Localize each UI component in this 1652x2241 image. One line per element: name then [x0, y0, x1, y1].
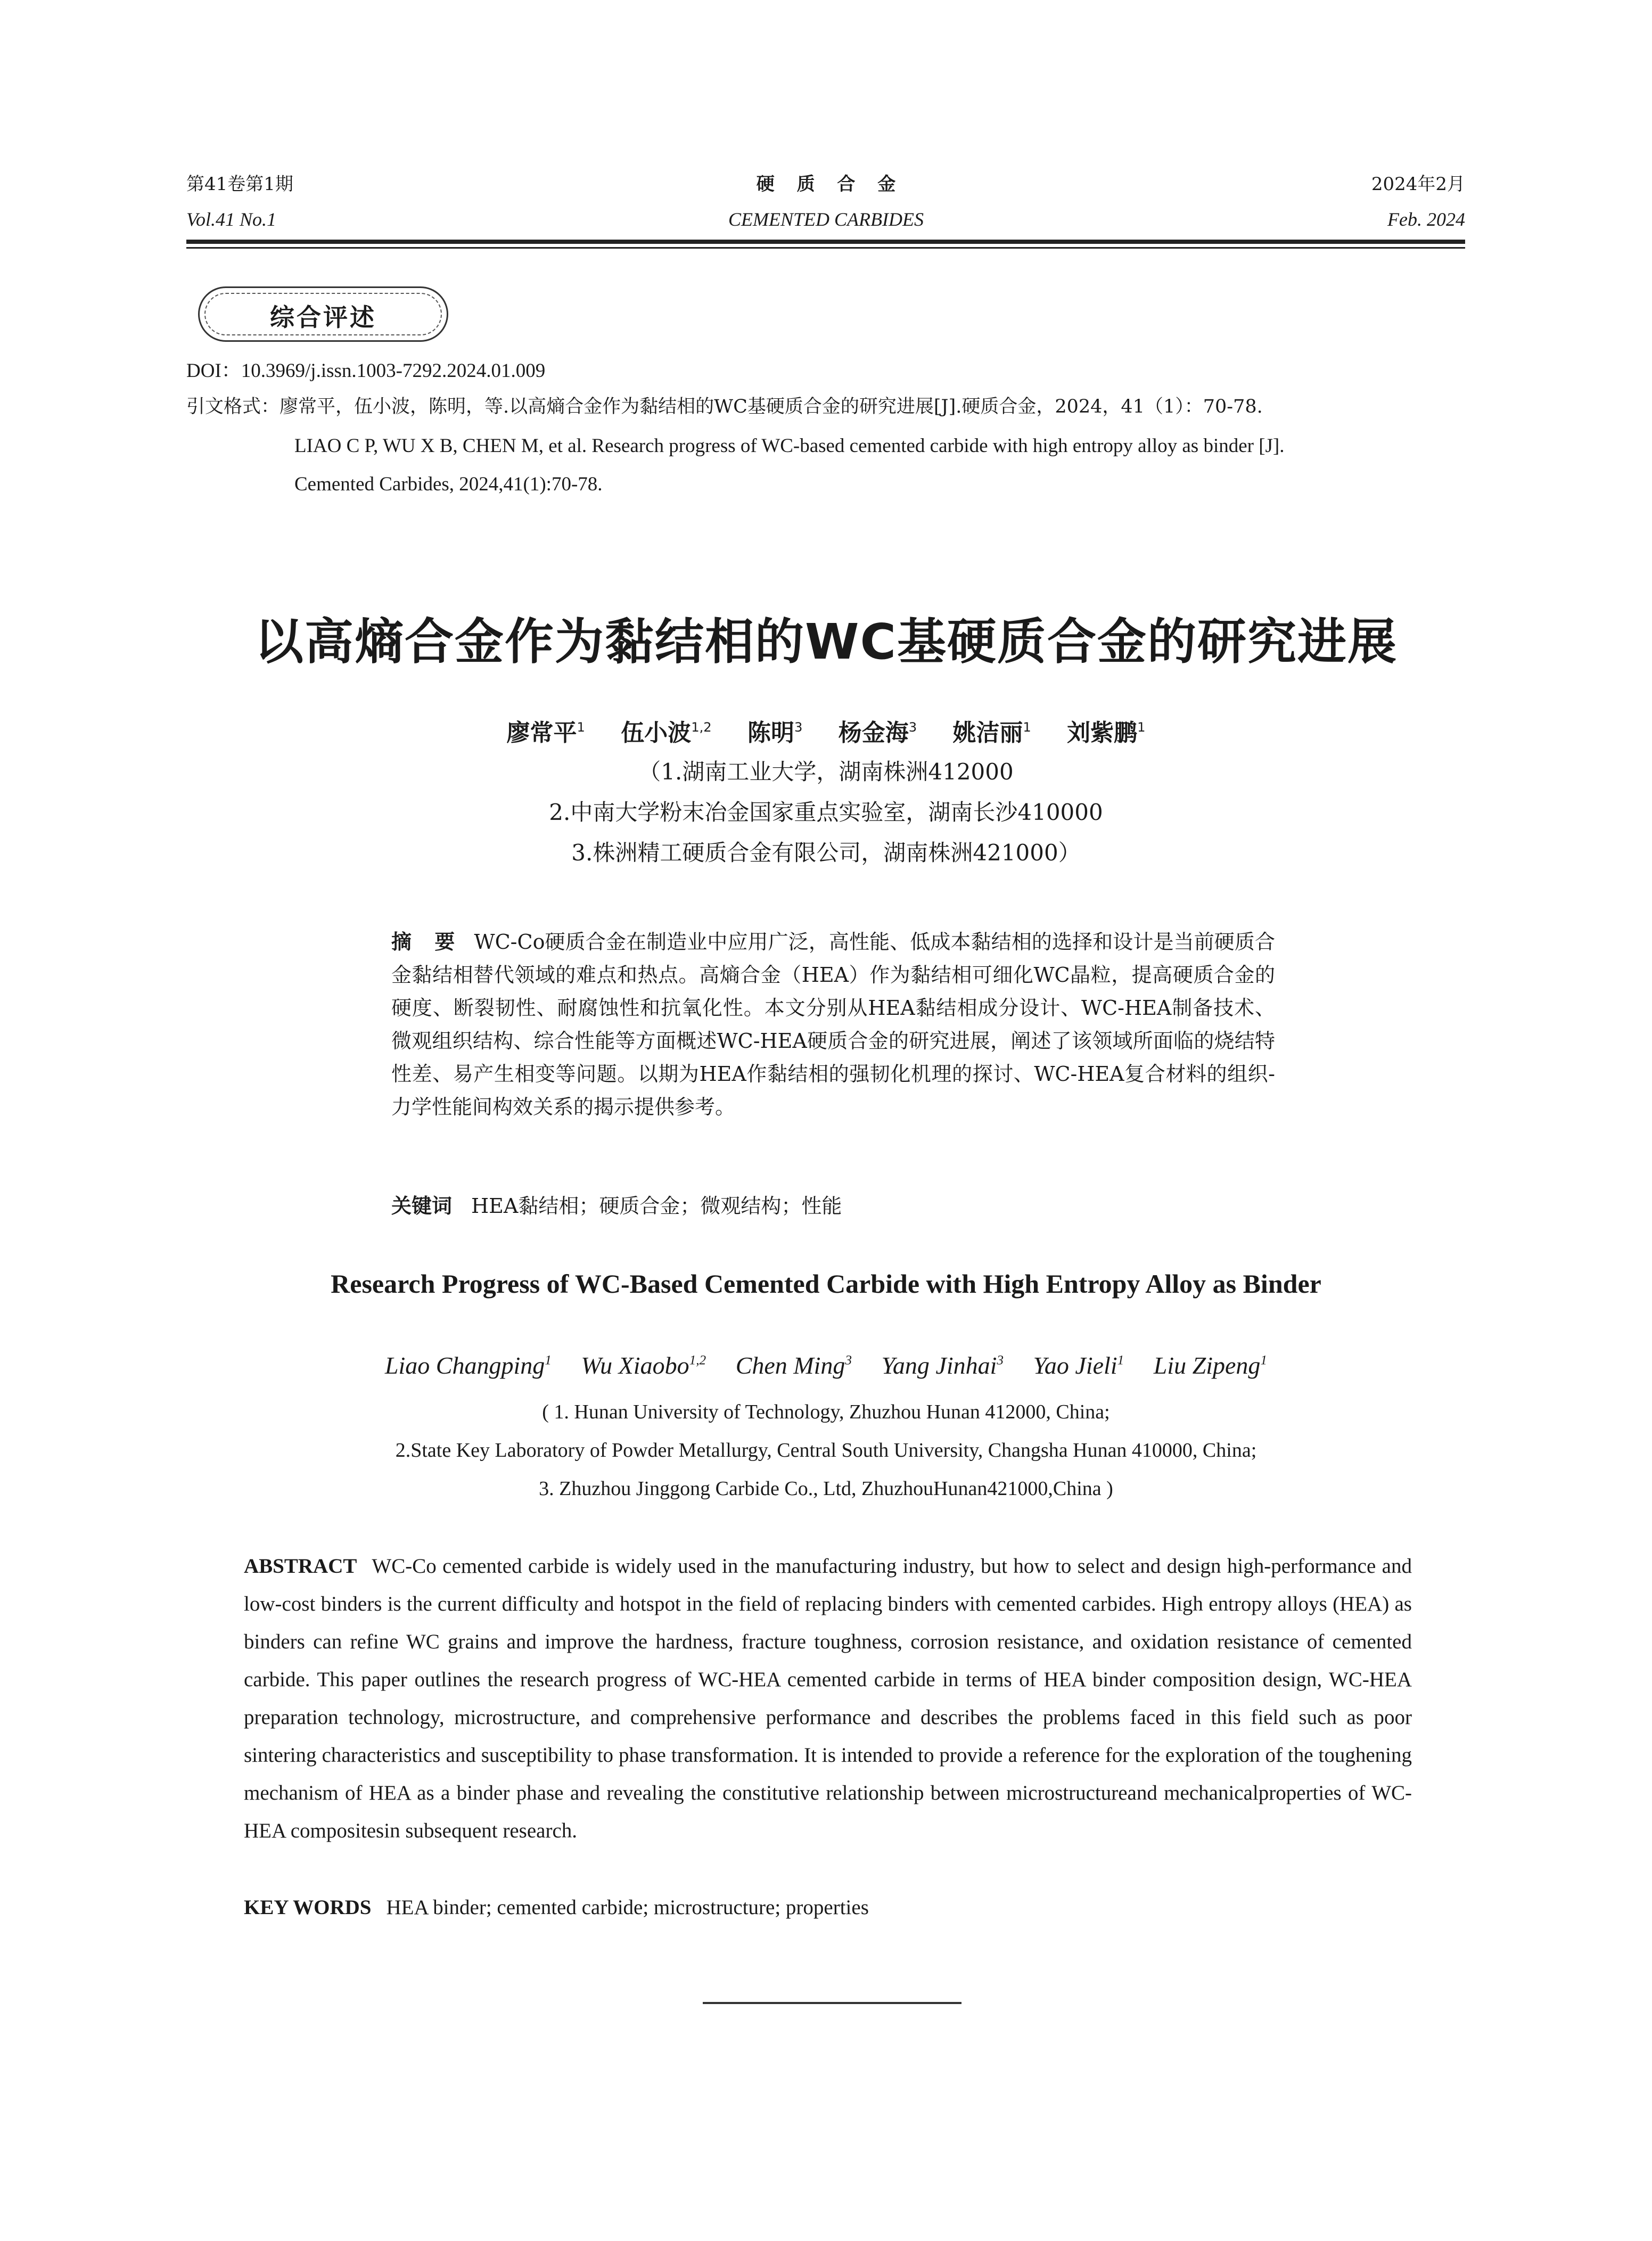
author-cn: 刘紫鹏$^1$ [1067, 719, 1146, 746]
affiliation-cn-2: 2.中南大学粉末冶金国家重点实验室，湖南长沙410000 [549, 799, 1103, 825]
citation-en-line1: LIAO C P, WU X B, CHEN M, et al. Research progress of WC-based cemented carbide with high entropy alloy as binder [J]. [294, 435, 1285, 457]
author-cn: 杨金海$^3$ [838, 719, 917, 746]
author-en: Wu Xiaobo$^{1,2}$ [581, 1352, 706, 1379]
abstract-cn-label: 摘 要 [391, 930, 455, 954]
authors-en [0, 1351, 1652, 1380]
keywords-cn-label: 关键词 [391, 1194, 453, 1218]
author-cn: 伍小波$^{1,2}$ [621, 719, 712, 746]
keywords-en [244, 1895, 869, 1919]
authors-cn [0, 713, 1652, 748]
section-badge [198, 286, 448, 342]
keywords-cn [391, 1189, 1275, 1222]
header-journal-en: CEMENTED CARBIDES [728, 209, 924, 230]
keywords-en-text: HEA binder; cemented carbide; microstructure; properties [386, 1896, 869, 1919]
affiliation-en-1: ( 1. Hunan University of Technology, Zhuzhou Hunan 412000, China; [542, 1401, 1110, 1423]
doi: DOI：10.3969/j.issn.1003-7292.2024.01.009 [186, 360, 546, 382]
author-cn: 姚洁丽$^1$ [952, 719, 1031, 746]
article-title-en: Research Progress of WC-Based Cemented Carbide with High Entropy Alloy as Binder [331, 1269, 1321, 1299]
header-rule-thin [186, 247, 1465, 249]
badge-label: 综合评述 [270, 303, 376, 332]
citation-en-line2: Cemented Carbides, 2024,41(1):70-78. [294, 473, 603, 495]
abstract-cn [391, 925, 1275, 1123]
author-en: Chen Ming$^3$ [735, 1352, 852, 1379]
author-en: Liao Changping$^1$ [384, 1352, 552, 1379]
footnote-rule [703, 2002, 961, 2004]
author-cn: 陈明$^3$ [747, 719, 803, 746]
header-volume-en: Vol.41 No.1 [186, 209, 277, 230]
header-volume-cn: 第41卷第1期 [186, 174, 293, 195]
header-date-cn: 2024年2月 [1371, 174, 1465, 195]
header-journal-cn: 硬 质 合 金 [756, 174, 896, 195]
author-en: Yao Jieli$^1$ [1033, 1352, 1124, 1379]
abstract-en [244, 1547, 1412, 1850]
abstract-cn-text: WC-Co硬质合金在制造业中应用广泛，高性能、低成本黏结相的选择和设计是当前硬质合金黏结相替代领域的难点和热点。高熵合金（HEA）作为黏结相可细化WC晶粒，提高硬质合金的硬度、断裂韧性、耐腐蚀性和抗氧化性。本文分别从HEA黏结相成分设计、WC-HEA制备技术、微观组织结构、综合性能等方面概述WC-HEA硬质合金的研究进展，阐述了该领域所面临的烧结特性差、易产生相变等问题。以期为HEA作黏结相的强韧化机理的探讨、WC-HEA复合材料的组织-力学性能间构效关系的揭示提供参考。 [391, 930, 1275, 1119]
abstract-en-text: WC-Co cemented carbide is widely used in the manufacturing industry, but how to select and design high-performance and low-cost binders is the current difficulty and hotspot in the field of replacing binders with cemented carbides. High entropy alloys (HEA) as binders can refine WC grains and improve the hardness, fracture toughness, corrosion resistance, and oxidation resistance of cemented carbide. This paper outlines the research progress of WC-HEA cemented carbide in terms of HEA binder composition design, WC-HEA preparation technology, microstructure, and comprehensive performance and describes the problems faced in this field such as poor sintering characteristics and susceptibility to phase transformation. It is intended to provide a reference for the exploration of the toughening mechanism of HEA as a binder phase and revealing the constitutive relationship between microstructureand mechanicalproperties of WC-HEA compositesin subsequent research. [244, 1555, 1412, 1842]
author-cn: 廖常平$^1$ [506, 719, 585, 746]
header-rule-thick [186, 240, 1465, 244]
affiliation-en-3: 3. Zhuzhou Jinggong Carbide Co., Ltd, ZhuzhouHunan421000,China ) [539, 1477, 1113, 1500]
keywords-cn-text: HEA黏结相；硬质合金；微观结构；性能 [471, 1194, 842, 1218]
author-en: Yang Jinhai$^3$ [881, 1352, 1004, 1379]
citation-cn: 引文格式：廖常平，伍小波，陈明，等.以高熵合金作为黏结相的WC基硬质合金的研究进展[J].硬质合金，2024，41（1）：70-78. [186, 396, 1263, 417]
keywords-en-label: KEY WORDS [244, 1896, 372, 1919]
affiliation-cn-1: （1.湖南工业大学，湖南株洲412000 [638, 759, 1014, 785]
affiliation-en-2: 2.State Key Laboratory of Powder Metallurgy, Central South University, Changsha Hunan 410000, China; [395, 1439, 1257, 1462]
author-en: Liu Zipeng$^1$ [1153, 1352, 1268, 1379]
article-title-cn: 以高熵合金作为黏结相的WC基硬质合金的研究进展 [254, 613, 1398, 670]
affiliation-cn-3: 3.株洲精工硬质合金有限公司，湖南株洲421000） [571, 840, 1081, 866]
header-date-en: Feb. 2024 [1387, 209, 1465, 230]
abstract-en-label: ABSTRACT [244, 1555, 357, 1578]
